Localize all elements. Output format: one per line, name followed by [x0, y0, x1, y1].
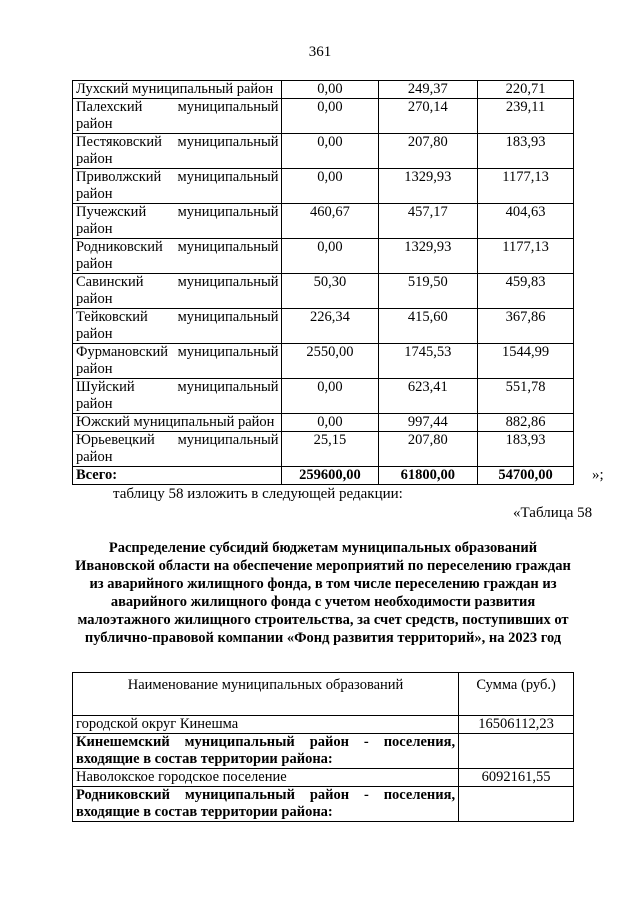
- table-row: [73, 379, 574, 414]
- value-1: 25,15: [282, 432, 378, 467]
- value-1: 0,00: [282, 414, 378, 432]
- subsidy-sum: 6092161,55: [459, 769, 574, 787]
- value-3: 551,78: [478, 379, 574, 414]
- value-2: 415,60: [378, 309, 478, 344]
- subsidy-table-continued: [72, 80, 574, 485]
- value-1: 0,00: [282, 169, 378, 204]
- district-name: Юрьевецкий муниципальный район: [73, 432, 282, 467]
- total-value-2: 61800,00: [378, 467, 478, 485]
- district-name: Шуйский муниципальный район: [73, 379, 282, 414]
- value-2: 1329,93: [378, 169, 478, 204]
- value-3: 882,86: [478, 414, 574, 432]
- district-name: Палехский муниципальный район: [73, 99, 282, 134]
- table-row: [73, 239, 574, 274]
- value-1: 50,30: [282, 274, 378, 309]
- value-2: 207,80: [378, 134, 478, 169]
- table-row: [73, 204, 574, 239]
- district-name: Фурмановский муниципальный район: [73, 344, 282, 379]
- value-3: 1544,99: [478, 344, 574, 379]
- value-3: 183,93: [478, 134, 574, 169]
- municipality-name: Наволокское городское поселение: [73, 769, 459, 787]
- municipality-name: Родниковский муниципальный район - поселения, входящие в состав территории района:: [73, 787, 459, 822]
- value-1: 0,00: [282, 379, 378, 414]
- value-2: 519,50: [378, 274, 478, 309]
- value-1: 2550,00: [282, 344, 378, 379]
- municipality-name: Кинешемский муниципальный район - поселения, входящие в состав территории района:: [73, 734, 459, 769]
- table-row: [73, 344, 574, 379]
- district-name: Пестяковский муниципальный район: [73, 134, 282, 169]
- value-3: 183,93: [478, 432, 574, 467]
- value-1: 0,00: [282, 239, 378, 274]
- value-2: 623,41: [378, 379, 478, 414]
- value-3: 367,86: [478, 309, 574, 344]
- table-row: [73, 169, 574, 204]
- value-2: 207,80: [378, 432, 478, 467]
- table-row: [73, 274, 574, 309]
- municipality-name: городской округ Кинешма: [73, 716, 459, 734]
- column-header-name: Наименование муниципальных образований: [73, 673, 459, 716]
- district-name: Лухский муниципальный район: [73, 81, 282, 99]
- value-3: 220,71: [478, 81, 574, 99]
- table-row: [73, 769, 574, 787]
- value-1: 0,00: [282, 134, 378, 169]
- page-number: 361: [308, 44, 332, 60]
- closing-quote-mark: »;: [592, 467, 604, 483]
- value-3: 1177,13: [478, 239, 574, 274]
- value-2: 270,14: [378, 99, 478, 134]
- value-2: 1745,53: [378, 344, 478, 379]
- value-3: 459,83: [478, 274, 574, 309]
- value-3: 404,63: [478, 204, 574, 239]
- table-row: [73, 716, 574, 734]
- table-row: [73, 414, 574, 432]
- district-name: Тейковский муниципальный район: [73, 309, 282, 344]
- value-2: 1329,93: [378, 239, 478, 274]
- table-number-label: «Таблица 58: [513, 505, 593, 521]
- table-header-row: [73, 673, 574, 716]
- table-row: [73, 81, 574, 99]
- table-row: [73, 134, 574, 169]
- district-name: Родниковский муниципальный район: [73, 239, 282, 274]
- amendment-intro-text: таблицу 58 изложить в следующей редакции:: [113, 486, 403, 502]
- value-1: 0,00: [282, 99, 378, 134]
- table-row: [73, 787, 574, 822]
- total-label: Всего:: [73, 467, 282, 485]
- subsidy-sum: [459, 787, 574, 822]
- table-row: [73, 432, 574, 467]
- district-name: Пучежский муниципальный район: [73, 204, 282, 239]
- subsidy-sum: [459, 734, 574, 769]
- table-row: [73, 99, 574, 134]
- value-3: 239,11: [478, 99, 574, 134]
- table-row: [73, 309, 574, 344]
- subsidy-distribution-table: [72, 672, 574, 822]
- value-1: 226,34: [282, 309, 378, 344]
- total-row: [73, 467, 574, 485]
- value-2: 997,44: [378, 414, 478, 432]
- subsidy-sum: 16506112,23: [459, 716, 574, 734]
- value-2: 457,17: [378, 204, 478, 239]
- column-header-sum: Сумма (руб.): [459, 673, 574, 716]
- district-name: Савинский муниципальный район: [73, 274, 282, 309]
- value-3: 1177,13: [478, 169, 574, 204]
- value-2: 249,37: [378, 81, 478, 99]
- value-1: 460,67: [282, 204, 378, 239]
- table-heading: Распределение субсидий бюджетам муниципальных образований Ивановской области на обеспечение мероприятий по переселению граждан из аварийного жилищного фонда, в том числе переселению граждан из аварийного жилищного фонда с учетом необходимости развития малоэтажного жилищного строительства, за счет средств, поступивших от публично-правовой компании «Фонд развития территорий», на 2023 год: [75, 540, 571, 646]
- table-row: [73, 734, 574, 769]
- total-value-1: 259600,00: [282, 467, 378, 485]
- district-name: Приволжский муниципальный район: [73, 169, 282, 204]
- total-value-3: 54700,00: [478, 467, 574, 485]
- district-name: Южский муниципальный район: [73, 414, 282, 432]
- value-1: 0,00: [282, 81, 378, 99]
